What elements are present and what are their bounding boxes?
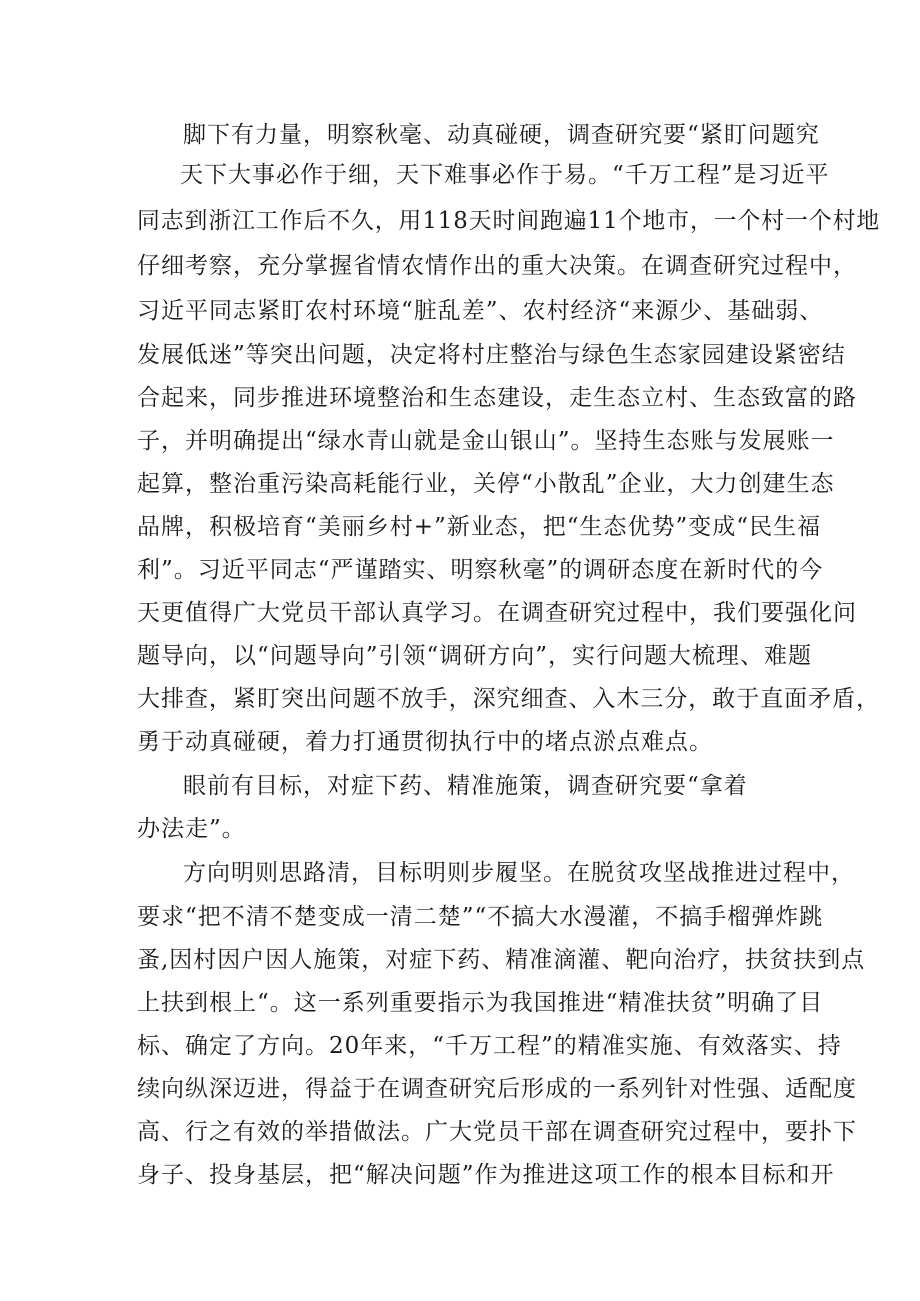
text-line: 习近平同志紧盯农村环境“脏乱差”、农村经济“来源少、基础弱、 [137,298,824,324]
text-line: 方向明则思路清，目标明则步履坚。在脱贫攻坚战推进过程中， [183,860,855,886]
text-line: 脚下有力量，明察秋毫、动真碰硬，调查研究要“紧盯问题究 [183,122,820,148]
text-line: 眼前有目标，对症下药、精准施策，调查研究要“拿着 [183,773,748,799]
text-line: 办法走”。 [137,816,246,842]
text-line: 起算，整治重污染高耗能行业，关停“小散乱”企业，大力创建生态 [137,471,835,497]
text-line: 要求“把不清不楚变成一清二楚”“不搞大水漫灌，不搞手榴弹炸跳 [137,904,824,930]
text-line: 续向纵深迈进，得益于在调查研究后形成的一系列针对性强、适配度 [137,1076,857,1102]
text-line: 上扶到根上“。这一系列重要指示为我国推进“精准扶贫”明确了目 [137,990,824,1016]
text-line: 身子、投身基层，把“解决问题”作为推进这项工作的根本目标和开 [137,1162,835,1188]
text-line: 合起来，同步推进环境整治和生态建设，走生态立村、生态致富的路 [137,385,857,411]
text-line: 同志到浙江工作后不久，用118天时间跑遍11个地市，一个村一个村地 [137,208,881,234]
text-line: 勇于动真碰硬，着力打通贯彻执行中的堵点淤点难点。 [137,729,713,755]
text-line: 品牌，积极培育“美丽乡村+”新业态，把“生态优势”变成“民生福 [137,514,822,540]
text-line: 发展低迷”等突出问题，决定将村庄整治与绿色生态家园建设紧密结 [137,342,846,368]
text-line: 仔细考察，充分掌握省情农情作出的重大决策。在调查研究过程中， [137,253,857,279]
text-line: 蚤,因村因户因人施策，对症下药、精准滴灌、靶向治疗，扶贫扶到点 [137,947,866,973]
text-line: 题导向，以“问题导向”引领“调研方向”，实行问题大梳理、难题 [137,643,813,669]
text-line: 高、行之有效的举措做法。广大党员干部在调查研究过程中，要扑下 [137,1119,857,1145]
text-line: 天更值得广大党员干部认真学习。在调查研究过程中，我们要强化问 [137,600,857,626]
text-line: 子，并明确提出“绿水青山就是金山银山”。坚持生态账与发展账一 [137,428,835,454]
text-line: 利”。习近平同志“严谨踏实、明察秋毫”的调研态度在新时代的今 [137,557,824,583]
text-line: 天下大事必作于细，天下难事必作于易。“千万工程”是习近平 [180,162,830,188]
text-line: 大排查，紧盯突出问题不放手，深究细查、入木三分，敢于直面矛盾， [137,686,881,712]
text-line: 标、确定了方向。20年来，“千万工程”的精准实施、有效落实、持 [137,1033,842,1059]
